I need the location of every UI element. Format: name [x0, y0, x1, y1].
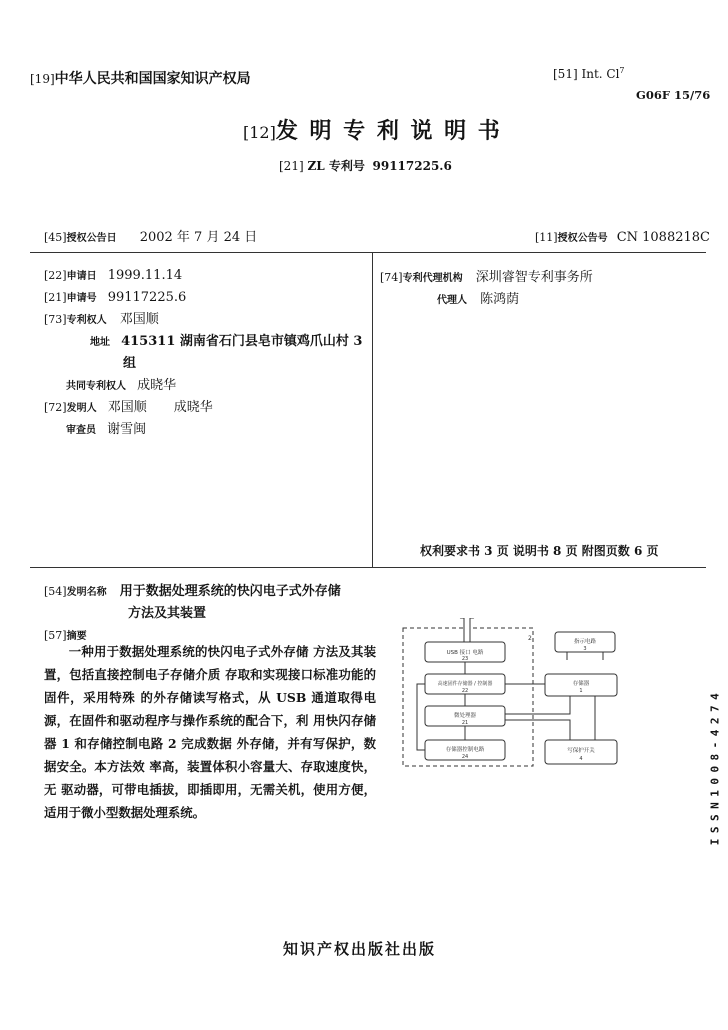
abstract-label: 摘要	[66, 631, 87, 642]
field-label: 发明人	[66, 403, 97, 414]
column-divider	[372, 252, 373, 567]
field-code: [73]	[44, 313, 67, 326]
abstract-text: 一种用于数据处理系统的快闪电子式外存储 方法及其装置，包括直接控制电子存储介质 存取和实现接口标准功能的固件，采用特殊 的外存储读写格式，从 USB 通道取得电源，在固件和驱动程序与操作系统的配合下，利 用快闪存储器 1 和存储控制电路 2 完成数据 外存储，并有写保护，数据安全。本方法效 率高，装置体积小容量大、存取速度快，无 驱动器，可带电插拔，即插即用，无需关机，使用方便，适用于微小型数据处理系统。	[44, 644, 376, 820]
title-line1: 用于数据处理系统的快闪电子式外存储	[119, 584, 341, 599]
grant-date: 2002 年 7 月 24 日	[139, 230, 258, 245]
patentee-field	[44, 308, 159, 327]
field-code: [74]	[380, 271, 403, 284]
classification: G06F 15/76	[636, 88, 711, 102]
write-protect-num: 4	[579, 756, 583, 762]
examiner-field	[66, 418, 146, 437]
title-line2: 方法及其装置	[128, 606, 207, 621]
examiner-value: 谢雪闽	[107, 422, 147, 437]
field-label: 发明名称	[66, 587, 107, 598]
usb-circuit-label: USB 接口 电路	[446, 650, 484, 656]
group-2-label: 2	[528, 635, 532, 642]
field-label: 专利代理机构	[402, 273, 463, 284]
mem-ctrl-num: 24	[461, 754, 469, 760]
address-value-line1: 415311 湖南省石门县皂市镇鸡爪山村 3	[121, 334, 363, 349]
mcu-label: 微处理器	[453, 713, 477, 719]
doc-type	[243, 114, 502, 145]
flash-label: 存储器	[572, 681, 590, 687]
co-patentee-value: 成晓华	[137, 378, 177, 393]
field-label: 共同专利权人	[66, 381, 126, 392]
patent-no: 99117225.6	[372, 159, 452, 173]
abstract-body	[44, 640, 376, 824]
filing-date-field	[44, 264, 182, 283]
field-code: [21]	[44, 291, 67, 304]
field-label: 专利权人	[66, 315, 107, 326]
grant-no-label: 授权公告号	[557, 233, 608, 244]
doc-type-title: 发 明 专 利 说 明 书	[275, 119, 502, 144]
firmware-num: 22	[461, 688, 469, 694]
field-label: 申请号	[66, 293, 97, 304]
field-label: 审查员	[66, 425, 96, 436]
office-header	[30, 68, 251, 88]
field-code: [72]	[44, 401, 67, 414]
grant-no: CN 1088218C	[616, 230, 710, 245]
bottom-rule	[30, 567, 706, 568]
grant-no-code: [11]	[535, 231, 558, 244]
inventor-2: 成晓华	[173, 400, 213, 415]
block-diagram	[395, 618, 635, 788]
office-name: 中华人民共和国国家知识产权局	[54, 71, 251, 87]
field-code: [22]	[44, 269, 67, 282]
group-2-boundary	[403, 628, 533, 766]
grant-no-row	[535, 226, 710, 245]
grant-date-code: [45]	[44, 231, 67, 244]
int-cl-sup: 7	[619, 66, 625, 75]
mcu-num: 21	[461, 720, 469, 726]
invention-title	[44, 580, 341, 599]
indicator-label: 指示电路	[573, 639, 597, 645]
agency-value: 深圳睿智专利事务所	[475, 270, 593, 285]
write-protect-label: 写保护开关	[567, 748, 595, 754]
top-rule	[30, 252, 706, 253]
patentee-value: 邓国顺	[119, 312, 159, 327]
field-label: 代理人	[437, 295, 467, 306]
flash-num: 1	[579, 688, 583, 694]
mem-ctrl-label: 存储器控制电路	[445, 747, 485, 753]
usb-circuit-num: 23	[461, 656, 469, 662]
agency-field	[380, 266, 593, 285]
grant-date-row	[44, 226, 257, 245]
application-no-field	[44, 286, 186, 305]
int-cl-code: [51]	[553, 67, 578, 81]
doc-type-code: [12]	[243, 123, 276, 142]
patent-no-code: [21]	[279, 159, 304, 173]
publisher-footer: 知识产权出版社出版	[283, 940, 437, 958]
field-label: 地址	[90, 337, 110, 348]
field-code: [54]	[44, 585, 67, 598]
side-issn: ISSN1008-4274	[708, 687, 722, 846]
int-cl-label: Int. Cl	[581, 67, 620, 81]
int-cl	[553, 66, 625, 81]
address-value-line2: 组	[123, 356, 137, 371]
filing-date-value: 1999.11.14	[107, 268, 183, 283]
patent-number-line	[279, 157, 452, 174]
co-patentee-field	[66, 374, 176, 393]
grant-date-label: 授权公告日	[66, 233, 117, 244]
page-counts: 权利要求书 3 页 说明书 8 页 附图页数 6 页	[420, 544, 659, 558]
inventors-field	[44, 396, 213, 415]
agent-field	[437, 288, 519, 307]
application-no-value: 99117225.6	[107, 290, 187, 305]
office-code: [19]	[30, 72, 55, 86]
indicator-num: 3	[583, 646, 587, 652]
agent-value: 陈鸿荫	[480, 292, 520, 307]
address-field	[90, 330, 362, 349]
inventor-1: 邓国顺	[107, 400, 147, 415]
field-label: 申请日	[66, 271, 97, 282]
patent-no-label: ZL 专利号	[307, 159, 365, 173]
firmware-label: 高速固件存储器 / 控制器	[437, 681, 493, 687]
field-code: [57]	[44, 629, 67, 642]
